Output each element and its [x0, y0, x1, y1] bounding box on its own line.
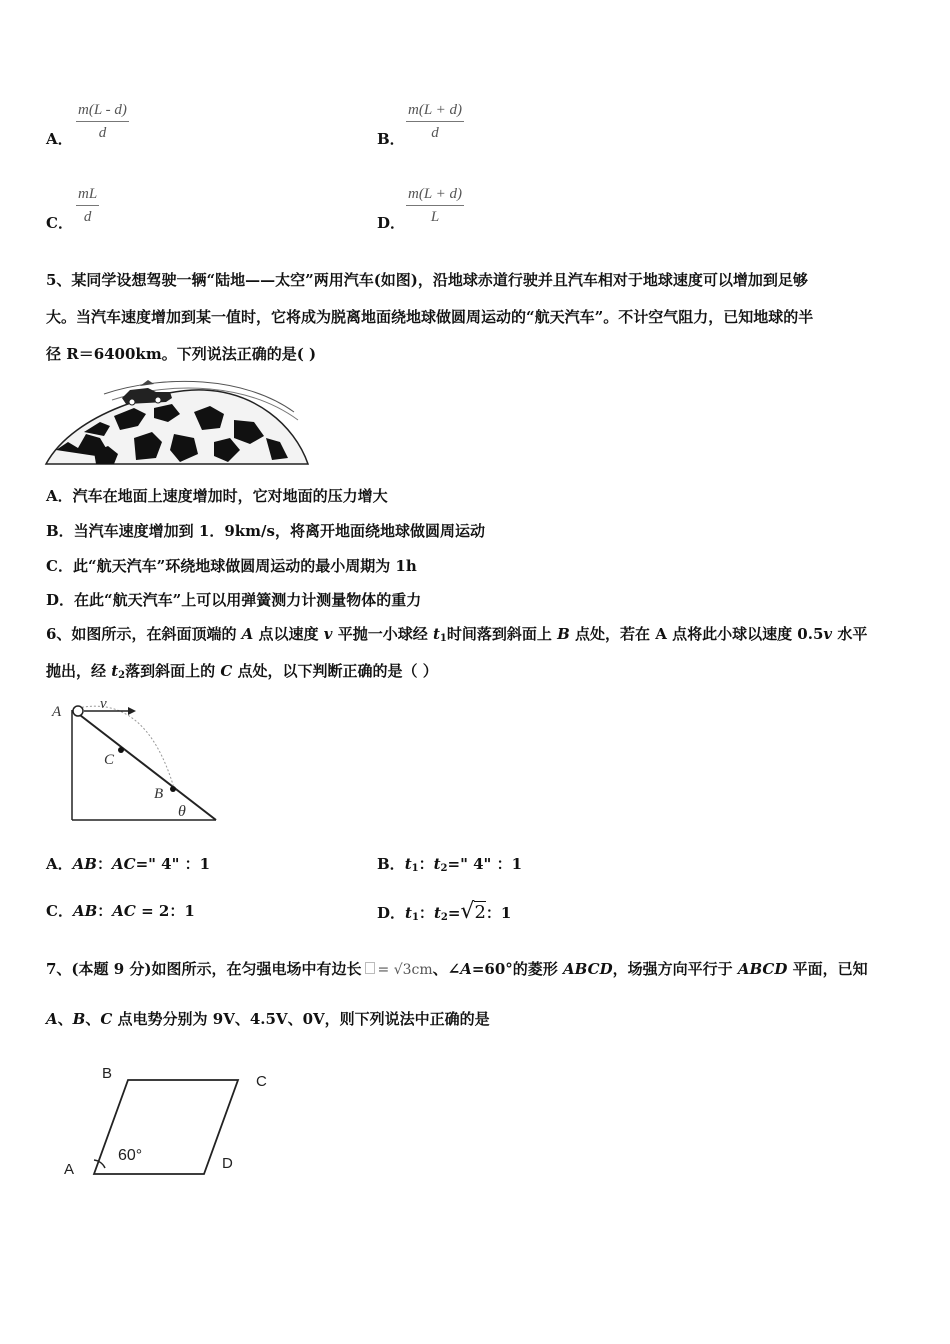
q6-incline-figure — [46, 692, 226, 828]
q4-option-c-numerator: mL — [76, 186, 99, 206]
q6-option-d: D．$t_1$：$t_2=√2$：1 — [377, 899, 512, 924]
label-b: B — [102, 1065, 113, 1082]
incline-slope — [76, 712, 216, 820]
q4-option-a-label: A． — [46, 130, 73, 148]
q4-option-a-numerator: m(L - d) — [76, 102, 129, 122]
q6-stem-line-1: 6、如图所示，在斜面顶端的 A 点以速度 v 平抛一小球经 $t_1$时间落到斜面上 B 点处，若在 A 点将此小球以速度 0.5v 水平 — [46, 625, 868, 644]
label-a: A — [64, 1161, 75, 1178]
q6-option-c: C．AB：AC = 2：1 — [46, 902, 195, 920]
sqrt-radicand: 2 — [474, 902, 486, 923]
q4-option-c-label: C． — [46, 214, 73, 232]
q7-rhombus-figure — [56, 1060, 286, 1190]
q4-option-b-fraction — [406, 102, 464, 142]
q7-side-length-formula: = √3cm — [377, 962, 433, 978]
q7-stem-line-2: A、B、C 点电势分别为 9V、4.5V、0V，则下列说法中正确的是 — [46, 1010, 490, 1028]
q7-missing-symbol-box — [365, 962, 375, 974]
q5-option-c: C．此“航天汽车”环绕地球做圆周运动的最小周期为 1h — [46, 557, 417, 575]
point-b — [170, 786, 176, 792]
space-car-icon — [122, 380, 172, 405]
point-c — [118, 747, 124, 753]
q5-option-b: B．当汽车速度增加到 1．9km/s，将离开地面绕地球做圆周运动 — [46, 522, 485, 540]
q5-stem-line-1: 5、某同学设想驾驶一辆“陆地——太空”两用汽车(如图)，沿地球赤道行驶并且汽车相对于地球速度可以增加到足够 — [46, 271, 808, 289]
q4-option-c-fraction — [76, 186, 99, 226]
q4-option-c-denominator: d — [83, 209, 92, 225]
label-c: C — [104, 752, 115, 768]
label-v: v — [100, 696, 107, 712]
q4-option-d-denominator: L — [430, 209, 440, 225]
q5-stem-line-3: 径 R＝6400km。下列说法正确的是( ) — [46, 345, 317, 363]
q6-option-b: B．$t_1$：$t_2=$" 4" ：1 — [377, 855, 523, 874]
ball-at-a — [73, 706, 83, 716]
label-theta: θ — [178, 803, 186, 820]
q6-stem-line-2: 抛出，经 $t_2$落到斜面上的 C 点处，以下判断正确的是（ ） — [46, 662, 438, 681]
q4-option-b-denominator: d — [431, 125, 439, 141]
q5-option-a: A．汽车在地面上速度增加时，它对地面的压力增大 — [46, 487, 388, 505]
rhombus-abcd — [94, 1080, 238, 1174]
q6-option-a: A．AB：AC=" 4" ：1 — [46, 855, 211, 873]
angle-label: 60° — [118, 1147, 143, 1164]
q7-stem-line-1: 7、(本题 9 分)如图所示，在匀强电场中有边长 = √3cm、∠A=60°的菱形 ABCD，场强方向平行于 ABCD 平面，已知 — [46, 960, 868, 978]
q4-option-d-numerator: m(L + d) — [406, 186, 464, 206]
label-c: C — [256, 1073, 267, 1090]
q5-stem-line-2: 大。当汽车速度增加到某一值时，它将成为脱离地面绕地球做圆周运动的“航天汽车”。不计空气阻力，已知地球的半 — [46, 308, 814, 326]
label-d: D — [222, 1155, 233, 1172]
label-a: A — [52, 704, 62, 720]
label-b: B — [154, 786, 164, 802]
q5-earth-car-figure — [44, 372, 310, 466]
sqrt-sign: √ — [460, 899, 475, 924]
velocity-arrowhead — [128, 707, 136, 715]
q4-option-b-numerator: m(L + d) — [406, 102, 464, 122]
q4-option-b-label: B． — [377, 130, 405, 148]
q4-option-d-label: D． — [377, 214, 406, 232]
q4-option-a-fraction — [76, 102, 129, 142]
q4-option-a-denominator: d — [98, 125, 107, 141]
q5-option-d: D．在此“航天汽车”上可以用弹簧测力计测量物体的重力 — [46, 591, 422, 609]
q4-option-d-fraction — [406, 186, 464, 226]
